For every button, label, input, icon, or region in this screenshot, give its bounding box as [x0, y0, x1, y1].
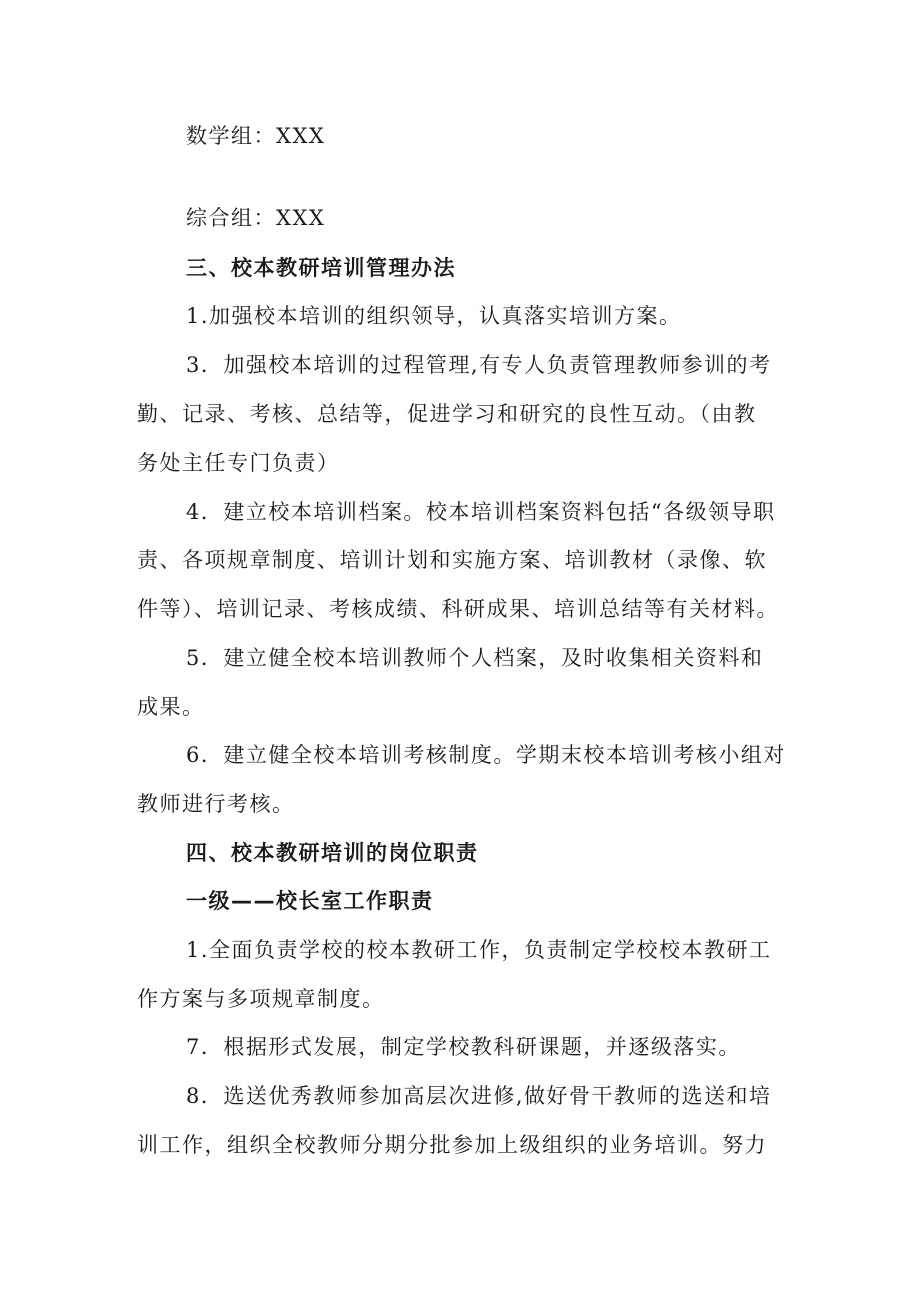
paragraph-line: 作方案与多项规章制度。: [137, 987, 385, 1011]
paragraph-line: 5．建立健全校本培训教师个人档案，及时收集相关资料和: [186, 646, 764, 670]
paragraph-line: 成果。: [137, 695, 205, 719]
paragraph-line: 教师进行考核。: [137, 792, 295, 816]
paragraph-line: 训工作，组织全校教师分期分批参加上级组织的业务培训。努力: [137, 1133, 767, 1157]
general-group-line: 综合组：XXX: [186, 206, 326, 230]
paragraph-line: 1.全面负责学校的校本教研工作，负责制定学校校本教研工: [186, 938, 772, 962]
subheading-principal-office: 一级——校长室工作职责: [186, 889, 434, 913]
paragraph-line: 6．建立健全校本培训考核制度。学期末校本培训考核小组对: [186, 743, 786, 767]
paragraph-line: 1.加强校本培训的组织领导，认真落实培训方案。: [186, 304, 682, 328]
paragraph-line: 3．加强校本培训的过程管理,有专人负责管理教师参训的考: [186, 353, 772, 377]
math-group-line: 数学组：XXX: [186, 124, 326, 148]
section-heading-management: 三、校本教研培训管理办法: [186, 256, 456, 280]
paragraph-line: 7．根据形式发展，制定学校教科研课题，并逐级落实。: [186, 1035, 741, 1059]
paragraph-line: 勤、记录、考核、总结等，促进学习和研究的良性互动。（由教: [137, 402, 757, 426]
paragraph-line: 务处主任专门负责）: [137, 451, 340, 475]
paragraph-line: 8．选送优秀教师参加高层次进修,做好骨干教师的选送和培: [186, 1084, 772, 1108]
paragraph-line: 件等）、培训记录、考核成绩、科研成果、培训总结等有关材料。: [137, 597, 779, 621]
paragraph-line: 责、各项规章制度、培训计划和实施方案、培训教材（录像、软: [137, 548, 767, 572]
section-heading-duties: 四、校本教研培训的岗位职责: [186, 841, 479, 865]
paragraph-line: 4．建立校本培训档案。校本培训档案资料包括“各级领导职: [186, 500, 776, 524]
